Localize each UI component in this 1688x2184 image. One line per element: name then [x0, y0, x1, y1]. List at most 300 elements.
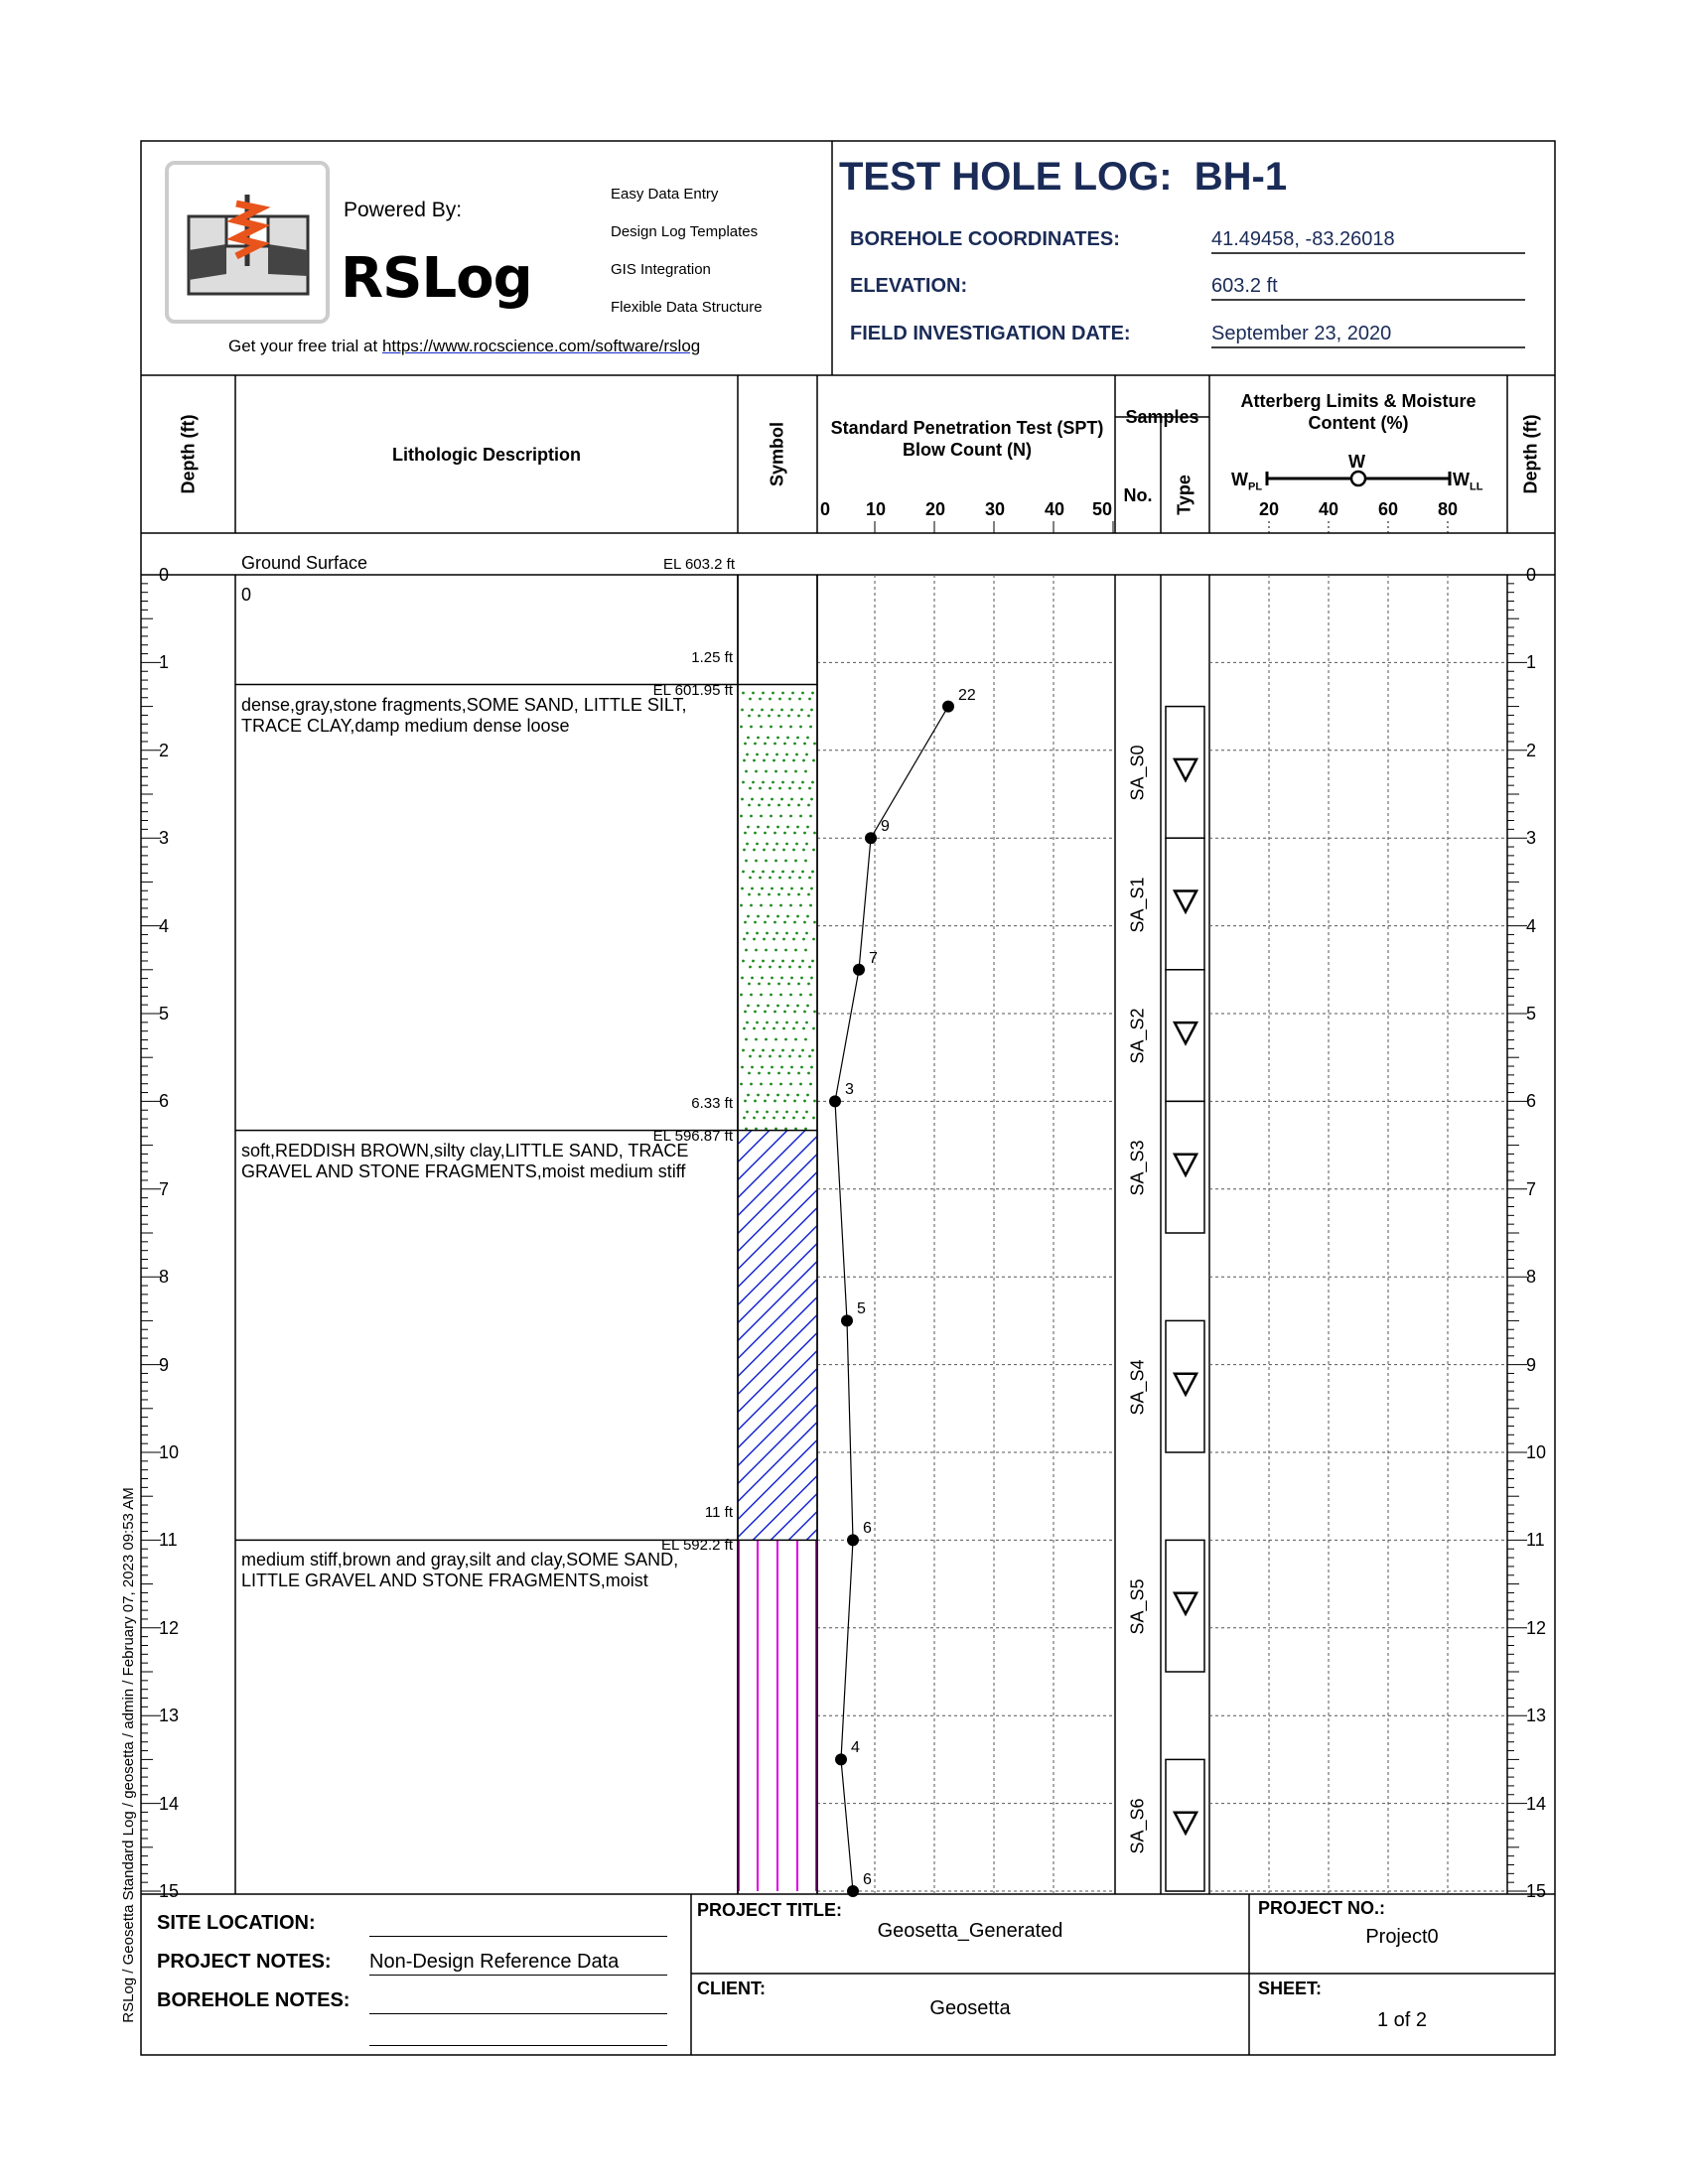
- sample-type-box: [1166, 1101, 1204, 1233]
- sand-dot: [794, 770, 797, 773]
- sand-dot: [763, 849, 766, 852]
- sand-dot: [803, 921, 806, 924]
- sand-dot: [767, 1094, 770, 1097]
- trial-label: Get your free trial at: [228, 337, 382, 355]
- sand-dot: [807, 1072, 810, 1075]
- sand-dot: [765, 770, 768, 773]
- sand-dot: [791, 871, 794, 874]
- sand-dot: [760, 726, 763, 729]
- sand-dot: [812, 1117, 815, 1120]
- sample-number: SA_S0: [1127, 745, 1148, 801]
- sand-dot: [794, 949, 797, 952]
- sand-dot: [806, 1094, 809, 1097]
- sand-dot: [797, 893, 800, 896]
- sand-dot: [809, 1083, 812, 1086]
- sand-dot: [753, 938, 756, 941]
- sample-number: SA_S4: [1127, 1359, 1148, 1416]
- sand-dot: [800, 798, 803, 801]
- sand-dot: [744, 1100, 747, 1103]
- sand-dot: [802, 1027, 805, 1030]
- sand-dot: [745, 860, 748, 863]
- sand-dot: [798, 877, 801, 880]
- sand-dot: [774, 921, 776, 924]
- layer-depth-label: 1.25 ft: [691, 648, 733, 666]
- sand-dot: [805, 1022, 808, 1024]
- sand-dot: [766, 1022, 769, 1024]
- site-location-label: SITE LOCATION:: [157, 1912, 316, 1934]
- sand-dot: [787, 983, 790, 986]
- elevation-value: 603.2 ft: [1211, 275, 1278, 297]
- spt-point: [841, 1314, 853, 1326]
- sand-dot: [756, 1022, 759, 1024]
- sand-dot: [780, 887, 783, 890]
- depth-label-right: 9: [1526, 1354, 1537, 1375]
- depth-label-right: 0: [1526, 565, 1537, 585]
- spt-header: Standard Penetration Test (SPT) Blow Count (N): [830, 418, 1104, 460]
- sand-dot: [792, 1027, 795, 1030]
- sand-dot: [772, 871, 774, 874]
- site-location-field: [369, 1914, 667, 1937]
- sand-dot: [809, 726, 812, 729]
- spt-point: [835, 1753, 847, 1765]
- sand-dot: [750, 904, 753, 907]
- sand-dot: [740, 904, 743, 907]
- sand-dot: [804, 1038, 807, 1041]
- spt-point: [847, 1534, 859, 1546]
- sand-dot: [751, 709, 754, 712]
- sand-dot: [776, 826, 779, 829]
- layer-elevation-label: EL 592.2 ft: [661, 1537, 733, 1555]
- sand-dot: [784, 860, 787, 863]
- feature-item: Easy Data Entry: [611, 186, 719, 203]
- sand-dot: [765, 1038, 768, 1041]
- sand-dot: [746, 843, 749, 846]
- sand-dot: [801, 781, 804, 784]
- sand-dot: [761, 1066, 764, 1069]
- sand-dot: [753, 1117, 756, 1120]
- sand-dot: [799, 1083, 802, 1086]
- sand-dot: [768, 804, 771, 807]
- sand-dot: [743, 849, 746, 852]
- sand-dot: [797, 804, 800, 807]
- ground-surface-elevation: EL 603.2 ft: [663, 556, 735, 573]
- sand-dot: [752, 960, 755, 963]
- sand-dot: [751, 977, 754, 980]
- sand-dot: [763, 1027, 766, 1030]
- depth-label-right: 5: [1526, 1004, 1537, 1024]
- clay-hatch-line: [738, 1047, 817, 1127]
- sand-dot: [779, 726, 782, 729]
- layer-symbol-vlines: [739, 1540, 816, 1891]
- sand-dot: [786, 826, 789, 829]
- atterberg-tick: 40: [1319, 499, 1339, 519]
- sand-dot: [777, 804, 780, 807]
- clay-hatch-line: [738, 1297, 817, 1377]
- sand-dot: [745, 949, 748, 952]
- sample-type-box: [1166, 707, 1204, 839]
- sand-dot: [775, 1111, 778, 1114]
- sand-dot: [761, 798, 764, 801]
- sand-dot: [810, 977, 813, 980]
- clay-hatch-line: [738, 1405, 817, 1484]
- sand-dot: [748, 893, 751, 896]
- depth-header-left: Depth (ft): [178, 414, 199, 494]
- sand-dot: [807, 983, 810, 986]
- sand-dot: [785, 753, 788, 756]
- sand-dot: [799, 904, 802, 907]
- sand-dot: [794, 1038, 797, 1041]
- sand-dot: [771, 709, 774, 712]
- atterberg-tick: 20: [1259, 499, 1280, 519]
- sand-dot: [754, 1011, 757, 1014]
- sand-dot: [745, 1038, 748, 1041]
- sand-dot: [766, 843, 769, 846]
- sand-dot: [789, 994, 792, 997]
- clay-hatch-line: [738, 1137, 817, 1216]
- sand-dot: [742, 1049, 745, 1052]
- sand-dot: [747, 1094, 750, 1097]
- sand-dot: [793, 1100, 796, 1103]
- sand-dot: [762, 781, 765, 784]
- spt-value-label: 5: [857, 1300, 866, 1318]
- sand-dot: [778, 698, 781, 701]
- sand-dot: [754, 832, 757, 835]
- sand-dot: [808, 698, 811, 701]
- sand-dot: [806, 737, 809, 740]
- sand-dot: [767, 1005, 770, 1008]
- sand-dot: [762, 692, 765, 695]
- sand-dot: [784, 770, 787, 773]
- sand-dot: [741, 887, 744, 890]
- sand-dot: [757, 915, 760, 918]
- sample-number: SA_S6: [1127, 1798, 1148, 1854]
- sand-dot: [791, 1049, 794, 1052]
- sand-dot: [759, 877, 762, 880]
- sand-dot: [793, 1011, 796, 1014]
- sand-dot: [767, 915, 770, 918]
- sand-dot: [789, 1083, 792, 1086]
- sand-dot: [804, 770, 807, 773]
- layer-elevation-label: EL 601.95 ft: [652, 681, 733, 699]
- sand-dot: [795, 1111, 798, 1114]
- sample-type-box: [1166, 838, 1204, 970]
- depth-header-right: Depth (ft): [1520, 414, 1541, 494]
- sand-dot: [777, 715, 780, 718]
- sand-dot: [796, 1005, 799, 1008]
- sand-dot: [803, 1100, 806, 1103]
- depth-label-left: 13: [159, 1706, 180, 1726]
- sand-dot: [741, 1066, 744, 1069]
- sand-dot: [750, 815, 753, 818]
- sand-dot: [772, 1049, 774, 1052]
- sand-dot: [765, 949, 768, 952]
- sand-dot: [764, 743, 767, 746]
- clay-hatch-line: [738, 1208, 817, 1288]
- sand-dot: [787, 1072, 790, 1075]
- sand-dot: [790, 1066, 793, 1069]
- sand-dot: [753, 759, 756, 762]
- sand-dot: [775, 843, 778, 846]
- sand-dot: [777, 1072, 780, 1075]
- sand-dot: [788, 877, 791, 880]
- sand-dot: [755, 770, 758, 773]
- clay-hatch-line: [738, 1351, 817, 1431]
- sand-dot: [786, 1005, 789, 1008]
- sand-dot: [788, 787, 791, 790]
- sand-dot: [773, 849, 775, 852]
- sand-dot: [813, 832, 816, 835]
- sand-dot: [749, 787, 752, 790]
- sand-dot: [805, 932, 808, 935]
- sand-dot: [812, 759, 815, 762]
- wpl-w: W: [1231, 470, 1248, 489]
- sand-dot: [761, 977, 764, 980]
- sand-dot: [755, 1038, 758, 1041]
- sand-dot: [756, 1111, 759, 1114]
- brand-logo-text: RSLog: [341, 246, 532, 311]
- sand-dot: [773, 1117, 775, 1120]
- sand-dot: [797, 715, 800, 718]
- sand-dot: [782, 849, 785, 852]
- sand-dot: [749, 877, 752, 880]
- sand-dot: [809, 815, 812, 818]
- depth-label-right: 13: [1526, 1706, 1547, 1726]
- sand-dot: [748, 983, 751, 986]
- sand-dot: [804, 860, 807, 863]
- wll-w: W: [1453, 470, 1470, 489]
- sand-dot: [799, 726, 802, 729]
- sand-dot: [771, 887, 774, 890]
- clay-hatch-line: [738, 1387, 817, 1466]
- project-notes-field: Non-Design Reference Data: [369, 1951, 667, 1976]
- sand-dot: [779, 1083, 782, 1086]
- sand-dot: [788, 698, 791, 701]
- depth-label-left: 11: [159, 1530, 178, 1551]
- trial-link[interactable]: https://www.rocscience.com/software/rslog: [381, 337, 701, 355]
- sand-dot: [768, 1072, 771, 1075]
- sample-number: SA_S5: [1127, 1578, 1148, 1635]
- log-title: TEST HOLE LOG: BH-1: [839, 155, 1288, 199]
- coordinates-value: 41.49458, -83.26018: [1211, 228, 1395, 250]
- sand-dot: [793, 743, 796, 746]
- sand-dot: [806, 1005, 809, 1008]
- layer-description: dense,gray,stone fragments,SOME SAND, LITTLE SILT, TRACE CLAY,damp medium dense loose: [241, 694, 687, 736]
- sand-dot: [800, 977, 803, 980]
- clay-hatch-line: [738, 1155, 817, 1234]
- sand-dot: [785, 1111, 788, 1114]
- sand-dot: [801, 960, 804, 963]
- sand-dot: [783, 1100, 786, 1103]
- sand-dot: [771, 977, 774, 980]
- sand-dot: [801, 1049, 804, 1052]
- client-label: CLIENT:: [697, 1979, 766, 1998]
- sand-dot: [789, 815, 792, 818]
- sand-dot: [783, 743, 786, 746]
- sand-dot: [759, 966, 762, 969]
- sample-type-box: [1166, 1759, 1204, 1891]
- depth-label-left: 9: [159, 1354, 170, 1375]
- sand-dot: [753, 1027, 756, 1030]
- sand-dot: [805, 1111, 808, 1114]
- sand-dot: [761, 709, 764, 712]
- sand-dot: [747, 737, 750, 740]
- spt-value-label: 3: [845, 1081, 854, 1099]
- spt-point: [865, 832, 877, 844]
- clay-hatch-line: [738, 1029, 817, 1109]
- sand-dot: [798, 1055, 801, 1058]
- sand-dot: [772, 781, 774, 784]
- sand-dot: [755, 860, 758, 863]
- clay-hatch-line: [738, 1423, 817, 1502]
- sand-dot: [783, 921, 786, 924]
- sand-dot: [754, 921, 757, 924]
- clay-hatch-line: [738, 1369, 817, 1448]
- trial-text: [228, 337, 700, 356]
- sand-dot: [774, 860, 777, 863]
- spt-value-label: 9: [881, 818, 890, 836]
- sample-number: SA_S3: [1127, 1140, 1148, 1196]
- sand-dot: [774, 832, 776, 835]
- sand-dot: [753, 849, 756, 852]
- sand-dot: [797, 983, 800, 986]
- sand-dot: [803, 1011, 806, 1014]
- spt-value-label: 6: [863, 1520, 872, 1538]
- sand-dot: [740, 726, 743, 729]
- sand-dot: [811, 1049, 814, 1052]
- atterberg-tick: 80: [1438, 499, 1459, 519]
- ground-surface-label: Ground Surface: [241, 553, 368, 573]
- sand-dot: [810, 798, 813, 801]
- sand-dot: [791, 692, 794, 695]
- sand-dot: [754, 1100, 757, 1103]
- sand-dot: [813, 1100, 816, 1103]
- sand-dot: [742, 871, 745, 874]
- sand-dot: [801, 692, 804, 695]
- depth-label-right: 4: [1526, 915, 1537, 936]
- sand-dot: [742, 960, 745, 963]
- sand-dot: [749, 966, 752, 969]
- sand-dot: [746, 932, 749, 935]
- sand-dot: [782, 938, 785, 941]
- wpl-sub: PL: [1248, 480, 1263, 493]
- spt-point: [829, 1095, 841, 1107]
- sand-dot: [742, 692, 745, 695]
- spt-point: [847, 1885, 859, 1897]
- sand-dot: [778, 877, 781, 880]
- sand-dot: [773, 759, 775, 762]
- sand-dot: [796, 915, 799, 918]
- sand-dot: [772, 692, 774, 695]
- sand-dot: [810, 887, 813, 890]
- sand-dot: [769, 1055, 772, 1058]
- clay-hatch-line: [738, 1458, 817, 1538]
- spt-tick: 10: [866, 499, 887, 519]
- samples-no-header: No.: [1123, 485, 1153, 505]
- depth-label-left: 12: [159, 1617, 180, 1638]
- sand-dot: [787, 715, 790, 718]
- depth-label-left: 0: [159, 565, 170, 585]
- sand-dot: [760, 904, 763, 907]
- borehole-notes-field: [369, 1989, 667, 2014]
- sand-dot: [762, 871, 765, 874]
- clay-hatch-line: [738, 1244, 817, 1323]
- sand-dot: [756, 843, 759, 846]
- sand-dot: [768, 983, 771, 986]
- sample-type-box: [1166, 1540, 1204, 1672]
- sand-dot: [771, 798, 774, 801]
- sand-dot: [792, 938, 795, 941]
- sand-dot: [791, 960, 794, 963]
- sand-dot: [775, 932, 778, 935]
- project-notes-label: PROJECT NOTES:: [157, 1951, 332, 1973]
- sand-dot: [775, 1022, 778, 1024]
- project-title-label: PROJECT TITLE:: [697, 1900, 843, 1920]
- depth-label-right: 10: [1526, 1442, 1547, 1462]
- sand-dot: [779, 994, 782, 997]
- spt-line: [835, 707, 948, 1891]
- sand-dot: [806, 826, 809, 829]
- sand-dot: [745, 770, 748, 773]
- sand-dot: [766, 753, 769, 756]
- sand-dot: [749, 698, 752, 701]
- sand-dot: [767, 737, 770, 740]
- clay-hatch-line: [738, 1065, 817, 1145]
- sand-dot: [802, 759, 805, 762]
- layer-description: soft,REDDISH BROWN,silty clay,LITTLE SAND, TRACE GRAVEL AND STONE FRAGMENTS,moist medium stiff: [241, 1140, 689, 1181]
- depth-label-right: 6: [1526, 1091, 1537, 1112]
- sand-dot: [770, 726, 773, 729]
- sand-dot: [807, 715, 810, 718]
- atterberg-header: Atterberg Limits & Moisture Content (%): [1240, 391, 1477, 433]
- depth-label-left: 5: [159, 1004, 170, 1024]
- sand-dot: [803, 832, 806, 835]
- spt-value-label: 6: [863, 1871, 872, 1888]
- coordinates-label: BOREHOLE COORDINATES:: [850, 228, 1120, 250]
- sand-dot: [757, 826, 760, 829]
- sand-dot: [757, 737, 760, 740]
- borehole-notes-field-line2: [369, 2021, 667, 2046]
- atterberg-tick: 60: [1378, 499, 1399, 519]
- sand-dot: [805, 753, 808, 756]
- sand-dot: [742, 781, 745, 784]
- spt-value-label: 7: [869, 949, 878, 967]
- side-note: RSLog / Geosetta Standard Log / geosetta / admin / February 07, 2023 09:53 AM: [120, 1487, 137, 2023]
- depth-label-right: 2: [1526, 740, 1537, 760]
- sand-dot: [775, 753, 778, 756]
- sand-dot: [749, 1055, 752, 1058]
- sand-dot: [781, 871, 784, 874]
- sand-dot: [781, 1049, 784, 1052]
- sand-dot: [789, 904, 792, 907]
- sand-dot: [750, 726, 753, 729]
- layer-depth-label: 6.33 ft: [691, 1094, 733, 1112]
- layer-depth-label: 11 ft: [704, 1504, 733, 1522]
- sand-dot: [740, 994, 743, 997]
- sand-dot: [780, 798, 783, 801]
- sand-dot: [759, 787, 762, 790]
- sand-dot: [764, 1100, 767, 1103]
- sheet-label: SHEET:: [1258, 1979, 1323, 1998]
- sand-dot: [811, 781, 814, 784]
- sand-dot: [798, 966, 801, 969]
- sand-dot: [758, 804, 761, 807]
- depth-label-right: 3: [1526, 828, 1537, 849]
- sand-dot: [774, 743, 776, 746]
- sand-dot: [741, 977, 744, 980]
- sand-dot: [786, 915, 789, 918]
- sand-dot: [776, 1005, 779, 1008]
- sand-dot: [788, 966, 791, 969]
